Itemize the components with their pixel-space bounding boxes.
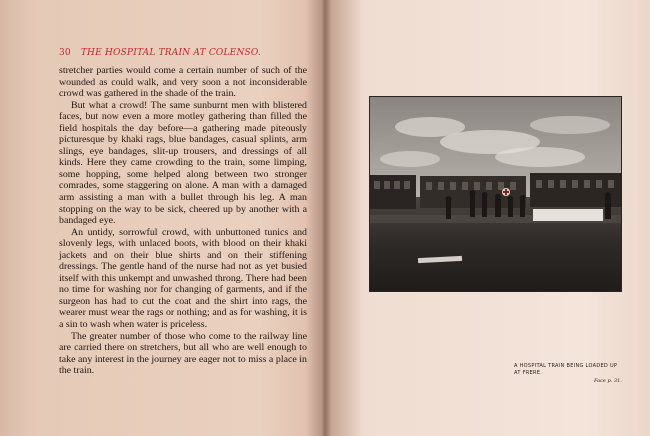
running-title: THE HOSPITAL TRAIN AT COLENSO. [80,48,261,58]
photograph [369,96,622,292]
paragraph-4: The greater number of those who come to the railway line are carried there on stretchers, but all who are well enough to take any interest in the journey are eager not to miss a place in the train. [59,330,307,377]
paragraph-2: But what a crowd! The same sunburnt men with blistered faces, but now even a more motley gathering than filled the field hospitals the day before—a gathering made piteously picturesque by khaki rags, blue bandages, casual splints, arm slings, eye bandages, slit-up trousers, and dressings of all kinds. Here they came crowding to the train, some limping, some hopping, some helped along between two stronger comrades, some staggering on alone. A man with a damaged arm assisting a man with a bullet through his leg. A man stopping on the way to be sick, cheered up by another with a bandaged eye. [59,99,307,227]
photograph-icon [370,97,621,291]
body-text [59,65,307,377]
photo-caption: A HOSPITAL TRAIN BEING LOADED UP AT FRERE. [514,363,618,376]
paragraph-1: stretcher parties would come a certain number of such of the wounded as could walk, and very soon a not inconsiderable crowd was gathered in the shade of the train. [59,65,307,100]
face-page-note: Face p. 31. [594,378,622,384]
running-header [59,47,299,59]
page-number: 30 [59,48,71,58]
paragraph-3: An untidy, sorrowful crowd, with unbuttoned tunics and slovenly legs, with unlaced boots, with blood on their khaki jackets and on their blue shirts and on their stiffening dressings. The gentle hand of the nurse had not as yet busied itself with this unkempt and unwashed throng. There had been no time for washing nor for changing of garments, and if the surgeon has had to cut the coat and the shirt into rags, the wearer must wear the rags or nothing; and as for washing, it is a sin to wash when water is priceless. [59,226,307,331]
